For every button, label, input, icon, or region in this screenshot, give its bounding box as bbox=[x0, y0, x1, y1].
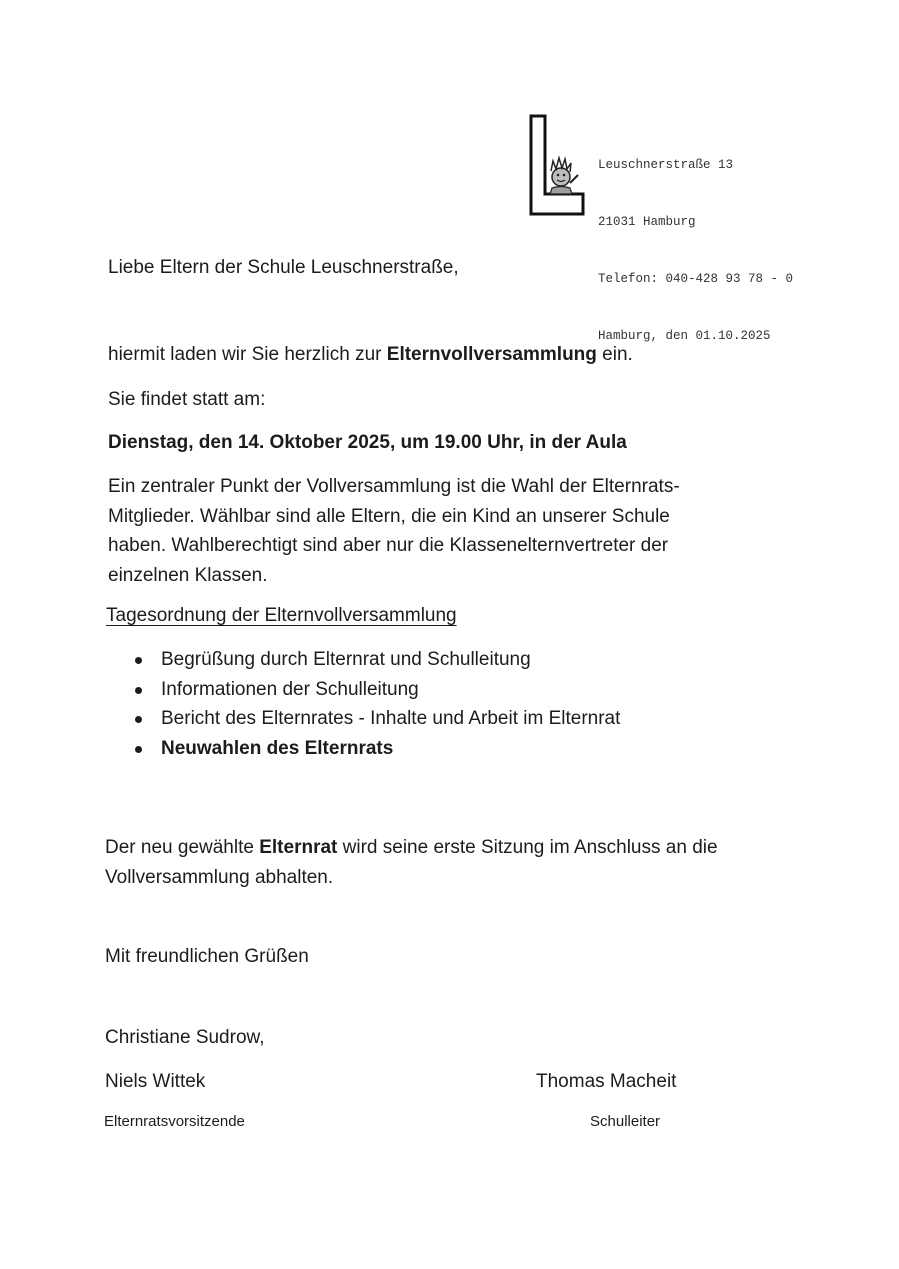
address-city: 21031 Hamburg bbox=[598, 215, 696, 229]
closing-bold-term: Elternrat bbox=[259, 837, 338, 858]
signer2-role: Schulleiter bbox=[590, 1113, 661, 1130]
election-paragraph bbox=[108, 472, 788, 590]
agenda-item bbox=[130, 734, 620, 764]
agenda-title: Tagesordnung der Elternvollversammlung bbox=[106, 605, 457, 626]
agenda-item bbox=[130, 645, 620, 675]
salutation: Liebe Eltern der Schule Leuschnerstraße, bbox=[108, 257, 459, 278]
invitation-line bbox=[108, 340, 633, 369]
invitation-text-start: hiermit laden wir Sie herzlich zur bbox=[108, 344, 387, 365]
event-date-line: Dienstag, den 14. Oktober 2025, um 19.00 Uhr, in der Aula bbox=[108, 432, 627, 453]
closing-line bbox=[105, 833, 718, 863]
letter-date: Hamburg, den 01.10.2025 bbox=[598, 329, 771, 343]
signer2-name: Thomas Macheit bbox=[536, 1071, 677, 1092]
invitation-event-name: Elternvollversammlung bbox=[386, 344, 597, 365]
closing-text-end: wird seine erste Sitzung im Anschluss an die bbox=[337, 837, 718, 858]
agenda-item bbox=[130, 675, 620, 705]
invitation-text-end: ein. bbox=[596, 344, 633, 365]
paragraph-line: haben. Wahlberechtigt sind aber nur die Klassenelternvertreter der bbox=[108, 535, 669, 556]
address-street: Leuschnerstraße 13 bbox=[598, 158, 734, 172]
signer1-role: Elternratsvorsitzende bbox=[104, 1113, 245, 1130]
signer1-name-line2: Niels Wittek bbox=[105, 1071, 206, 1092]
greeting: Mit freundlichen Grüßen bbox=[105, 946, 309, 967]
closing-text-start: Der neu gewählte bbox=[105, 837, 260, 858]
bullet-icon bbox=[135, 687, 142, 694]
signer1-name-line1: Christiane Sudrow, bbox=[105, 1027, 265, 1048]
bullet-icon bbox=[135, 657, 142, 664]
closing-paragraph bbox=[105, 833, 718, 893]
school-logo-L-with-child-icon bbox=[528, 113, 586, 217]
agenda-item-label: Begrüßung durch Elternrat und Schulleitung bbox=[161, 649, 531, 670]
paragraph-line: einzelnen Klassen. bbox=[108, 564, 268, 586]
address-phone: Telefon: 040-428 93 78 - 0 bbox=[598, 272, 794, 286]
bullet-icon bbox=[135, 746, 142, 753]
paragraph-line: Ein zentraler Punkt der Vollversammlung ist die Wahl der Elternrats- bbox=[108, 476, 680, 497]
closing-line: Vollversammlung abhalten. bbox=[105, 867, 334, 888]
paragraph-line: Mitglieder. Wählbar sind alle Eltern, die ein Kind an unserer Schule bbox=[108, 505, 670, 527]
agenda-item-label: Neuwahlen des Elternrats bbox=[161, 737, 394, 759]
agenda-item bbox=[130, 704, 620, 734]
agenda-item-label: Bericht des Elternrates - Inhalte und Arbeit im Elternrat bbox=[161, 708, 621, 729]
agenda-item-label: Informationen der Schulleitung bbox=[161, 678, 419, 700]
agenda-list bbox=[130, 645, 620, 763]
bullet-icon bbox=[135, 716, 142, 723]
event-intro: Sie findet statt am: bbox=[108, 389, 266, 410]
